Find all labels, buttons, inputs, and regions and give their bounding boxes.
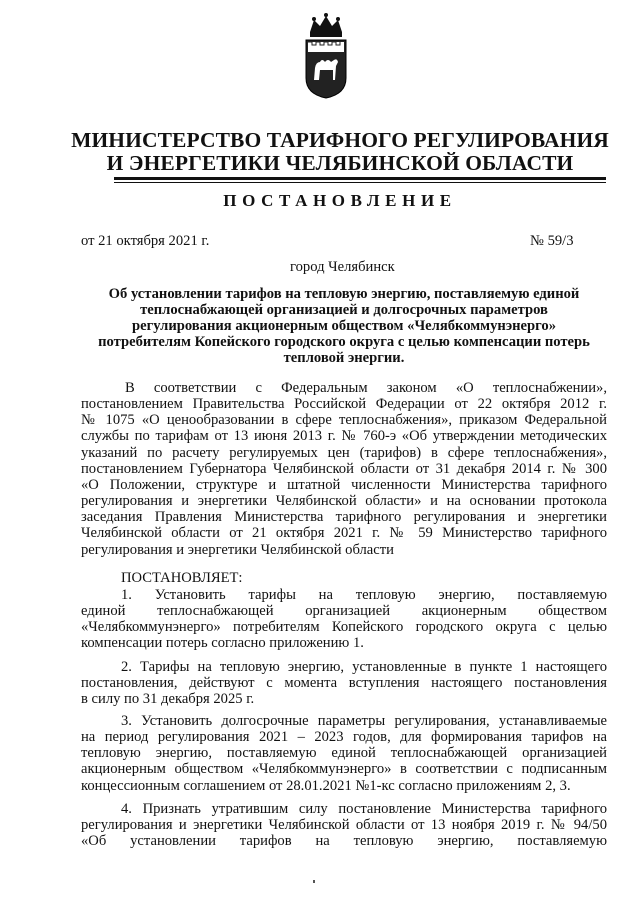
text-line: № 1075 «О ценообразовании в сфере теплоснабжения», приказом Федеральной — [81, 412, 607, 429]
text-line: постановления, действуют с момента вступления настоящего постановления — [81, 675, 607, 692]
item-4-paragraph — [81, 801, 607, 849]
document-number: № 59/3 — [530, 233, 574, 249]
subject-line: регулирования акционерным обществом «Челябкоммунэнерго» — [131, 318, 556, 335]
ministry-title-line1: МИНИСТЕРСТВО ТАРИФНОГО РЕГУЛИРОВАНИЯ — [71, 128, 609, 152]
document-type: ПОСТАНОВЛЕНИЕ — [223, 191, 457, 210]
text-line: указаний по расчету регулируемых цен (тарифов) в сфере теплоснабжения», — [81, 444, 607, 461]
item-1-paragraph — [81, 587, 607, 652]
text-line: регулирования и энергетики Челябинской области — [81, 541, 394, 558]
text-line: «Об установлении тарифов на тепловую энергию, поставляемую — [81, 833, 607, 850]
decree-word — [81, 570, 607, 586]
subject-line: Об установлении тарифов на тепловую энергию, поставляемую единой — [108, 286, 580, 302]
text-line: концессионным соглашением от 28.01.2021 №1-кс согласно приложениям 2, 3. — [81, 777, 571, 794]
subject-line: потребителям Копейского городского округа с целью компенсации потерь — [98, 334, 590, 351]
document-city: город Челябинск — [290, 259, 395, 275]
text-line: единой теплоснабжающей организацией акционерным обществом — [81, 603, 607, 620]
text-line: регулирования и энергетики Челябинской области от 13 ноября 2019 г. № 94/50 — [81, 817, 607, 834]
text-line: 3. Установить долгосрочные параметры регулирования, устанавливаемые — [121, 713, 607, 729]
ministry-title-line2: И ЭНЕРГЕТИКИ ЧЕЛЯБИНСКОЙ ОБЛАСТИ — [106, 151, 574, 175]
preamble-paragraph — [81, 380, 607, 558]
text-line: в силу по 31 декабря 2025 г. — [81, 691, 255, 708]
text-line: «О Положении, структуре и штатной численности Министерства тарифного — [81, 476, 607, 493]
header-divider-thick — [114, 177, 606, 180]
item-2-paragraph — [81, 659, 607, 707]
subject-line: теплоснабжающей организацией и долгосрочных параметров — [140, 302, 548, 319]
text-line: 4. Признать утратившим силу постановление Министерства тарифного — [121, 801, 607, 817]
text-line: 1. Установить тарифы на тепловую энергию, поставляемую — [121, 587, 607, 603]
text-line: тепловую энергию, поставляемую единой теплоснабжающей организацией — [81, 745, 607, 762]
item-3-paragraph — [81, 713, 607, 794]
text-line: компенсации потерь согласно приложению 1. — [81, 635, 364, 652]
coat-of-arms-icon — [300, 10, 352, 100]
subject-line: тепловой энергии. — [283, 350, 405, 367]
text-line: «Челябкоммунэнерго» потребителям Копейского городского округа с целью — [81, 619, 607, 636]
text-line: службы по тарифам от 13 июня 2013 г. № 760-э «Об утверждении методических — [81, 428, 607, 445]
text-line: постановлением Правительства Российской Федерации от 22 октября 2012 г. — [81, 396, 607, 413]
text-line: акционерным обществом «Челябкоммунэнерго» в соответствии с подписанным — [81, 761, 607, 778]
header-divider-thin — [114, 182, 606, 183]
text-line: на период регулирования 2021 – 2023 годов, для формирования тарифов на — [81, 729, 607, 746]
text-line: ПОСТАНОВЛЯЕТ: — [121, 570, 243, 586]
text-line: заседания Правления Министерства тарифного регулирования и энергетики — [81, 509, 607, 526]
text-line: 2. Тарифы на тепловую энергию, установленные в пункте 1 настоящего — [121, 659, 607, 675]
scan-speck — [313, 880, 315, 883]
document-date: от 21 октября 2021 г. — [81, 233, 210, 249]
text-line: В соответствии с Федеральным законом «О теплоснабжении», — [125, 380, 607, 396]
text-line: регулирования и энергетики Челябинской области» и на основании протокола — [81, 493, 607, 510]
document-subject — [81, 286, 607, 366]
text-line: постановлением Губернатора Челябинской области от 31 декабря 2014 г. № 300 — [81, 460, 607, 477]
text-line: Челябинской области от 21 октября 2021 г. № 59 Министерство тарифного — [81, 525, 607, 542]
